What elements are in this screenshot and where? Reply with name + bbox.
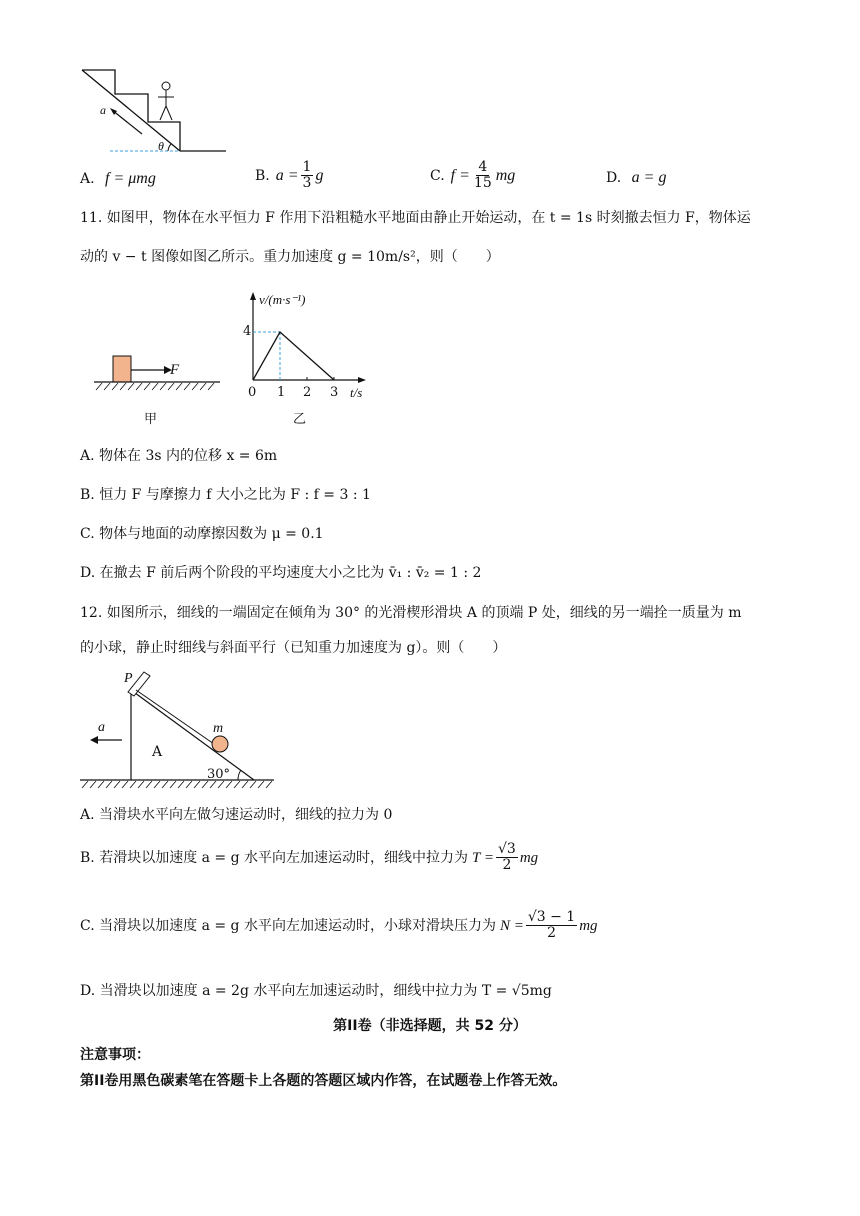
angle-30-label: 30° bbox=[207, 767, 231, 782]
q12-stem-line1: 12. 如图所示，细线的一端固定在倾角为 30° 的光滑楔形滑块 A 的顶端 P 处，细线的另一端拴一质量为 m bbox=[80, 605, 742, 621]
option-prefix: B. 若滑块以加速度 a = g 水平向左加速运动时，细线中拉力为 bbox=[80, 849, 469, 866]
block-a-label: A bbox=[152, 744, 163, 760]
option-letter: D. bbox=[606, 170, 622, 186]
y-axis-label: v/(m·s⁻¹) bbox=[259, 292, 306, 307]
q12-option-c[interactable] bbox=[80, 910, 598, 941]
fraction-denominator: 2 bbox=[502, 857, 512, 873]
option-lhs: T = bbox=[472, 849, 494, 866]
q10-option-d[interactable] bbox=[606, 168, 666, 188]
q11-option-b[interactable]: B. 恒力 F 与摩擦力 f 大小之比为 F : f = 3 : 1 bbox=[80, 487, 371, 503]
q10-option-a[interactable] bbox=[80, 169, 156, 189]
q11-option-d[interactable]: D. 在撤去 F 前后两个阶段的平均速度大小之比为 v̄₁ : v̄₂ = 1 : 2 bbox=[80, 565, 482, 581]
option-letter: A. bbox=[80, 171, 95, 187]
fraction-numerator: √3 bbox=[497, 841, 516, 857]
x-tick-3: 3 bbox=[330, 385, 339, 400]
escalator-angle-label: θ bbox=[158, 139, 164, 153]
escalator-accel-label: a bbox=[100, 103, 106, 117]
option-expression: a = g bbox=[631, 169, 667, 186]
q12-option-b[interactable] bbox=[80, 842, 538, 873]
fraction-denominator: 2 bbox=[547, 925, 556, 941]
x-tick-2: 2 bbox=[303, 385, 312, 400]
y-tick-4: 4 bbox=[243, 324, 252, 339]
fraction-denominator: 3 bbox=[302, 175, 312, 191]
force-label: F bbox=[170, 362, 180, 378]
notice-heading: 注意事项： bbox=[80, 1047, 150, 1063]
q11-option-a[interactable]: A. 物体在 3s 内的位移 x = 6m bbox=[80, 448, 278, 464]
notice-text: 第II卷用黑色碳素笔在答题卡上各题的答题区域内作答，在试题卷上作答无效。 bbox=[80, 1073, 567, 1089]
fraction-numerator: 1 bbox=[302, 159, 312, 175]
option-letter: C. bbox=[430, 167, 445, 184]
q12-option-a[interactable]: A. 当滑块水平向左做匀速运动时，细线的拉力为 0 bbox=[80, 807, 393, 823]
q12-stem-line2: 的小球，静止时细线与斜面平行（已知重力加速度为 g）。则（ ） bbox=[80, 640, 507, 656]
point-p-label: P bbox=[124, 671, 133, 686]
option-lhs: f = bbox=[450, 166, 470, 184]
option-rhs: mg bbox=[519, 849, 539, 866]
q12-option-d[interactable]: D. 当滑块以加速度 a = 2g 水平向左加速运动时，细线中拉力为 T = √5mg bbox=[80, 983, 552, 999]
option-rhs: mg bbox=[495, 166, 516, 184]
option-prefix: C. 当滑块以加速度 a = g 水平向左加速运动时，小球对滑块压力为 bbox=[80, 917, 496, 934]
wedge-accel-label: a bbox=[98, 720, 105, 735]
q11-stem-line1: 11. 如图甲，物体在水平恒力 F 作用下沿粗糙水平地面由静止开始运动，在 t = 1s 时刻撤去恒力 F，物体运 bbox=[80, 210, 751, 226]
wedge-figure bbox=[78, 668, 278, 796]
q10-option-c[interactable] bbox=[430, 160, 515, 191]
block-on-ground-figure bbox=[92, 350, 222, 394]
x-tick-0: 0 bbox=[248, 385, 257, 400]
figure-caption-jia: 甲 bbox=[144, 412, 158, 427]
x-tick-1: 1 bbox=[277, 385, 286, 400]
q10-option-b[interactable] bbox=[255, 160, 323, 191]
q11-option-c[interactable]: C. 物体与地面的动摩擦因数为 μ = 0.1 bbox=[80, 526, 324, 542]
option-rhs: mg bbox=[579, 917, 598, 934]
option-expression: f = μmg bbox=[105, 170, 156, 187]
option-rhs: g bbox=[315, 166, 324, 184]
fraction-numerator: √3 − 1 bbox=[527, 909, 576, 925]
fraction-denominator: 15 bbox=[473, 175, 492, 191]
section-title: 第II卷（非选择题，共 52 分） bbox=[333, 1018, 527, 1034]
option-letter: B. bbox=[255, 167, 270, 184]
fraction-numerator: 4 bbox=[478, 159, 488, 175]
vt-line bbox=[253, 332, 334, 380]
figure-caption-yi: 乙 bbox=[293, 412, 307, 427]
mass-label: m bbox=[213, 721, 224, 736]
x-axis-label: t/s bbox=[350, 385, 363, 400]
option-lhs: N = bbox=[499, 917, 524, 934]
option-lhs: a = bbox=[275, 166, 299, 184]
q11-stem-line2: 动的 v − t 图像如图乙所示。重力加速度 g = 10m/s²，则（ ） bbox=[80, 249, 500, 265]
